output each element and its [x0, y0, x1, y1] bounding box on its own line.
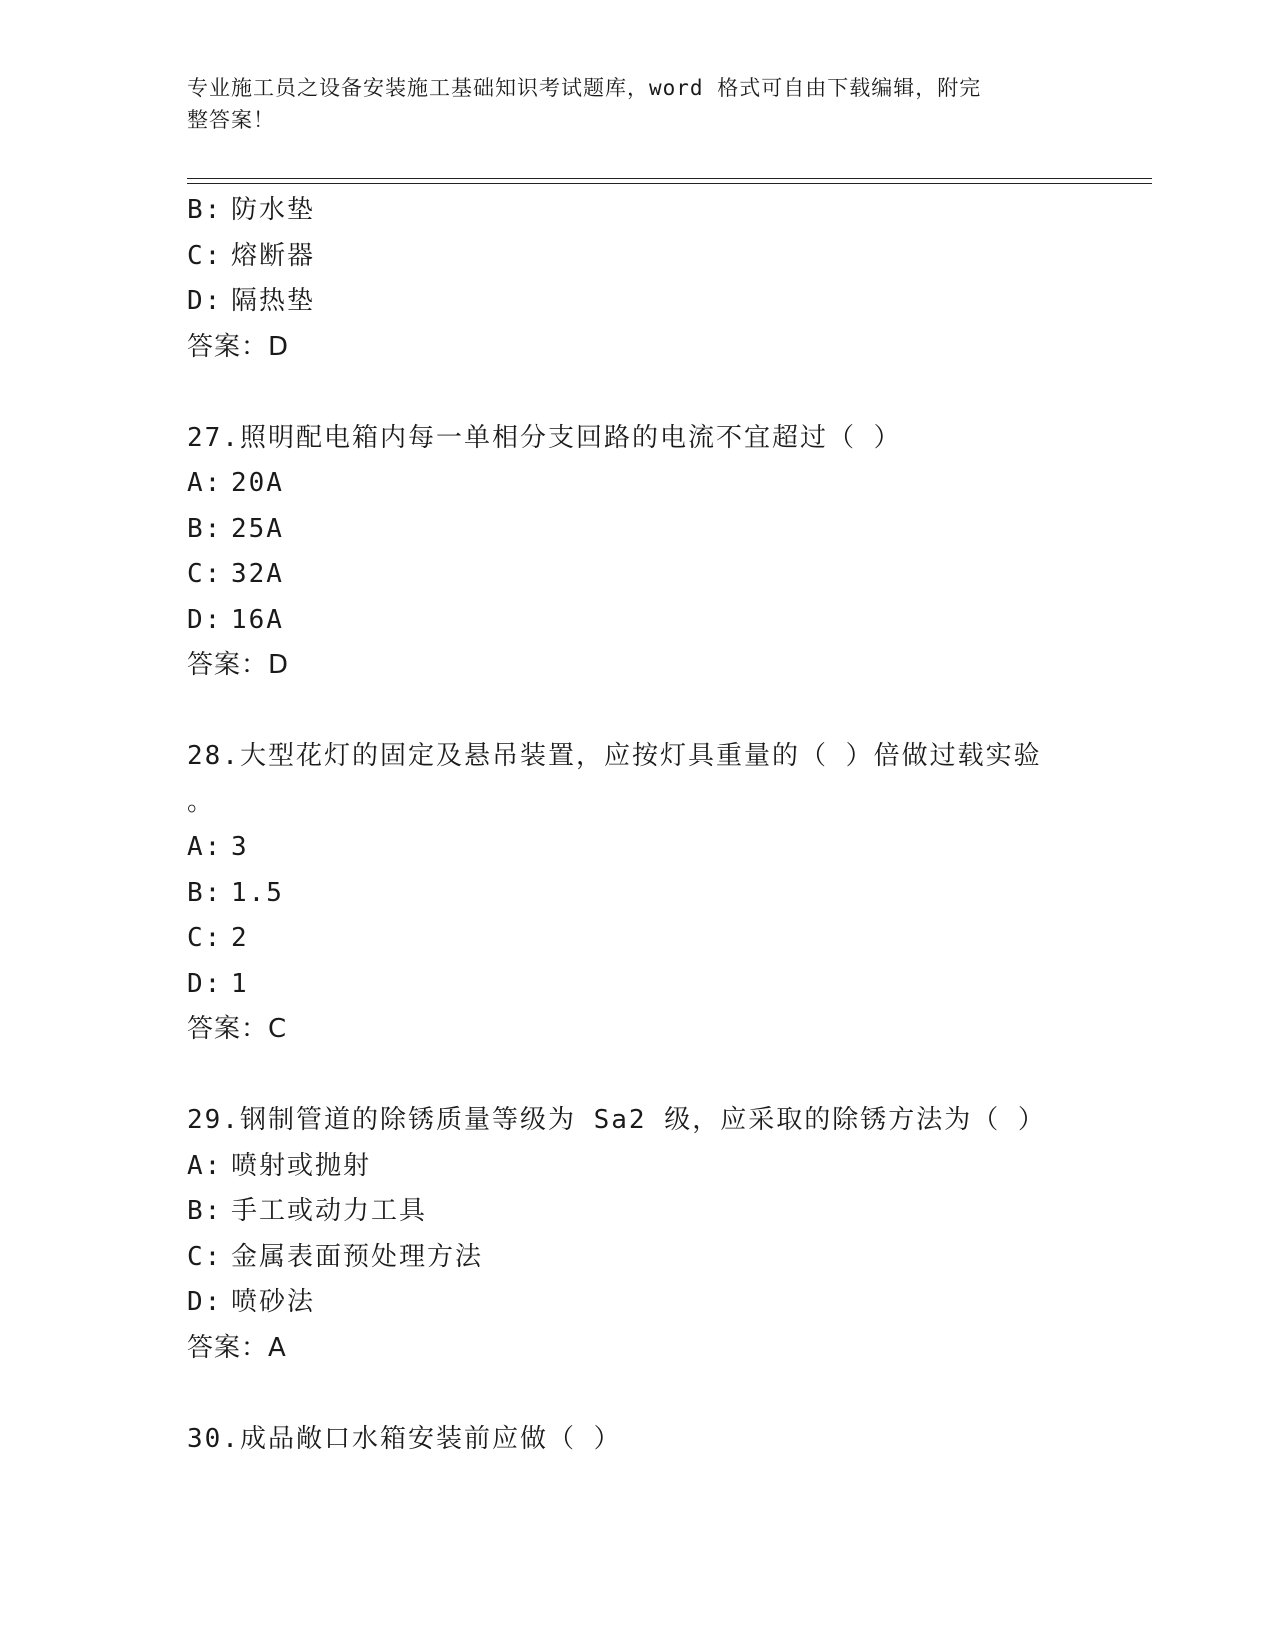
- answer-line: 答案：C: [187, 1014, 288, 1044]
- option-c: C: 2: [187, 923, 249, 953]
- option-d: D: 16A: [187, 604, 284, 635]
- option-a: A: 喷射或抛射: [187, 1150, 372, 1181]
- header-divider-bottom: [187, 183, 1152, 184]
- option-c: C: 32A: [187, 559, 284, 589]
- question-list: [187, 188, 1087, 1462]
- option-a: A: 20A: [187, 468, 284, 498]
- question-29-stem: 29.钢制管道的除锈质量等级为 Sa2 级，应采取的除锈方法为（ ）: [187, 1105, 1046, 1135]
- option-b: B: 手工或动力工具: [187, 1196, 428, 1226]
- question-27-stem: 27.照明配电箱内每一单相分支回路的电流不宜超过（ ）: [187, 422, 902, 453]
- header-divider-top: [187, 178, 1152, 179]
- option-b: B: 防水垫: [187, 195, 316, 225]
- question-30-stem: 30.成品敞口水箱安装前应做（ ）: [187, 1423, 622, 1454]
- document-header: [187, 72, 1067, 136]
- answer-line: 答案：A: [187, 1332, 287, 1363]
- question-28-stem: 28.大型花灯的固定及悬吊装置，应按灯具重量的（ ）倍做过载实验: [187, 741, 1042, 771]
- option-b: B: 1.5: [187, 877, 284, 908]
- question-28-stem-continuation: 。: [187, 786, 216, 817]
- option-d: D: 隔热垫: [187, 286, 316, 316]
- header-line-1: 专业施工员之设备安装施工基础知识考试题库，word 格式可自由下载编辑，附完: [187, 76, 982, 100]
- option-c: C: 熔断器: [187, 240, 316, 271]
- header-line-2: 整答案！: [187, 108, 275, 132]
- option-c: C: 金属表面预处理方法: [187, 1241, 484, 1272]
- option-b: B: 25A: [187, 513, 284, 544]
- option-d: D: 1: [187, 968, 249, 999]
- answer-line: 答案：D: [187, 650, 290, 680]
- option-a: A: 3: [187, 832, 249, 862]
- option-d: D: 喷砂法: [187, 1287, 316, 1317]
- answer-line: 答案：D: [187, 331, 290, 362]
